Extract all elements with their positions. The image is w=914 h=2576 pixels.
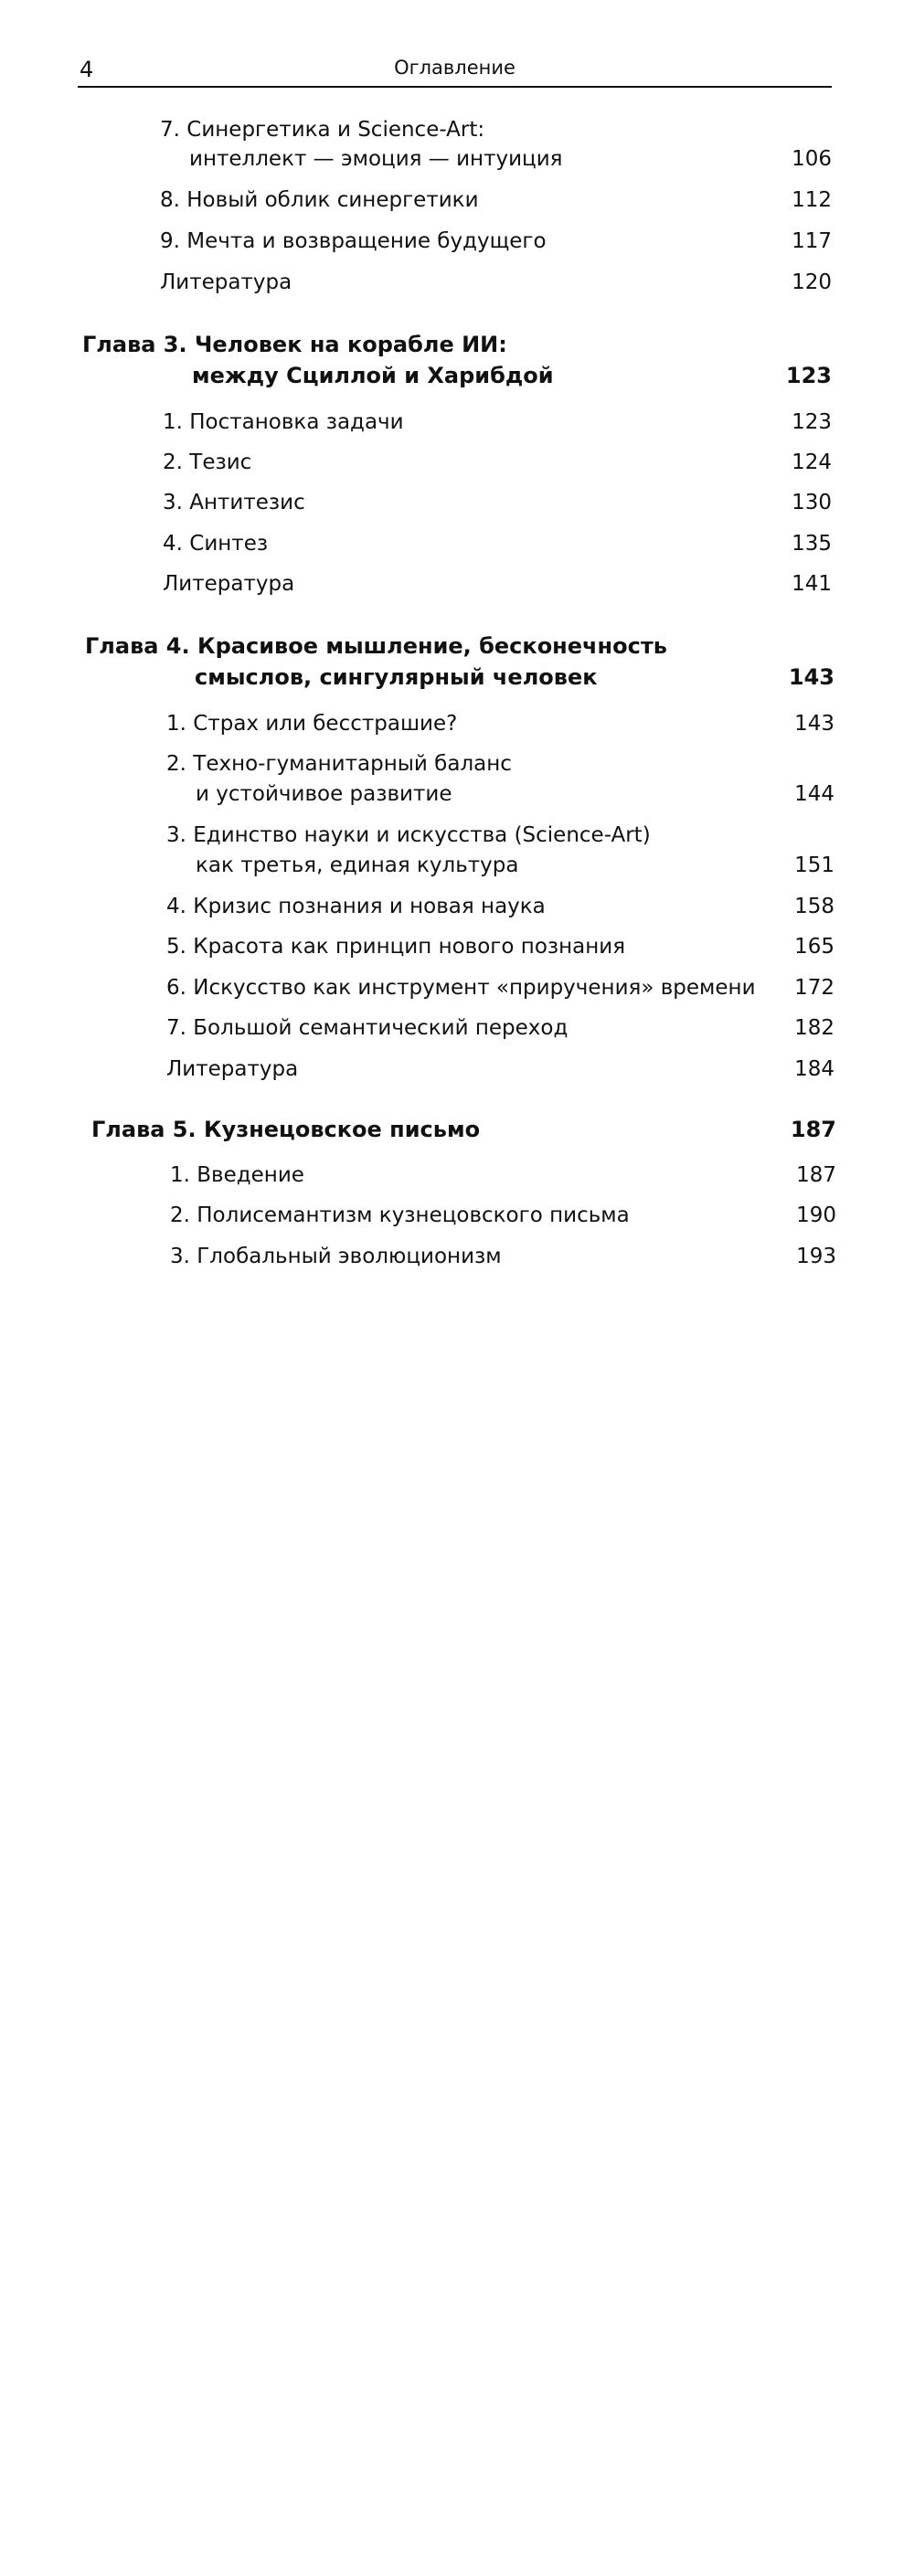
toc-entry: 8. Новый облик синергетики 112 [160, 188, 832, 212]
toc-entry: 2. Полисемантизм кузнецовского письма 190 [170, 1203, 836, 1227]
toc-entry-line1: 2. Техно-гуманитарный баланс [166, 752, 512, 776]
toc-entry: как третья, единая культура 151 [196, 853, 834, 877]
chapter-3-heading: Глава 3. Человек на корабле ИИ: [82, 332, 507, 357]
toc-entry: 1. Постановка задачи 123 [163, 410, 832, 434]
page-number: 4 [80, 57, 94, 82]
toc-entry: 4. Синтез 135 [163, 532, 832, 556]
toc-entry: интеллект — эмоция — интуиция 106 [189, 147, 832, 171]
toc-entry: и устойчивое развитие 144 [196, 782, 834, 806]
toc-entry: 1. Страх или бесстрашие? 143 [166, 712, 834, 736]
chapter-4-heading-line2: смыслов, сингулярный человек 143 [195, 664, 834, 690]
toc-entry: 6. Искусство как инструмент «приручения» времени 172 [166, 976, 834, 1000]
toc-entry: 2. Тезис 124 [163, 451, 832, 474]
running-header [78, 53, 832, 88]
running-title: Оглавление [394, 57, 515, 79]
toc-entry: 1. Введение 187 [170, 1163, 836, 1187]
toc-entry: 4. Кризис познания и новая наука 158 [166, 895, 834, 918]
toc-entry: 9. Мечта и возвращение будущего 117 [160, 229, 832, 253]
toc-entry: 5. Красота как принцип нового познания 165 [166, 935, 834, 959]
toc-entry-line1: 7. Синергетика и Science-Art: [160, 118, 485, 142]
toc-entry: 7. Большой семантический переход 182 [166, 1016, 834, 1040]
toc-entry-line1: 3. Единство науки и искусства (Science-Art) [166, 823, 651, 847]
toc-entry-references: Литература 184 [166, 1057, 834, 1081]
toc-entry: 3. Глобальный эволюционизм 193 [170, 1245, 836, 1268]
chapter-3-heading-line2: между Сциллой и Харибдой 123 [192, 363, 832, 388]
chapter-5-heading: Глава 5. Кузнецовское письмо 187 [91, 1117, 836, 1142]
toc-entry-references: Литература 141 [163, 572, 832, 596]
toc-entry: 3. Антитезис 130 [163, 491, 832, 514]
toc-entry-references: Литература 120 [160, 270, 832, 294]
chapter-4-heading: Глава 4. Красивое мышление, бесконечность [85, 633, 667, 659]
